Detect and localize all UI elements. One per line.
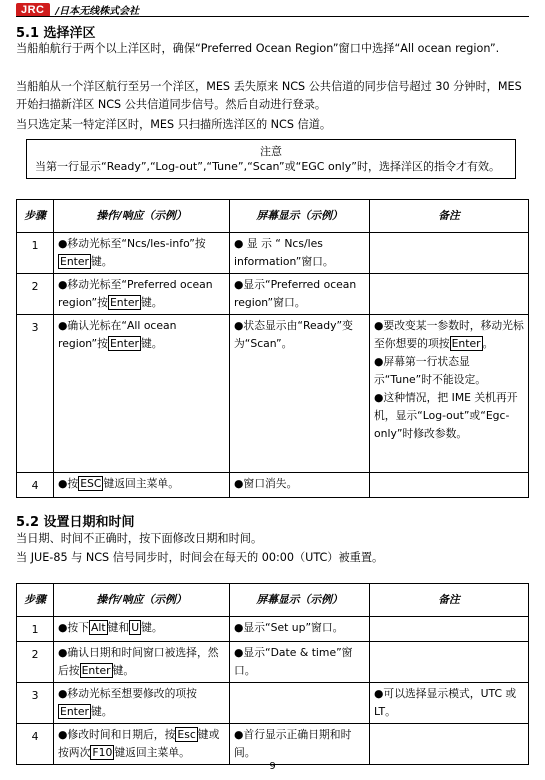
step-number: 1 xyxy=(17,233,54,274)
steps-table-5-2 xyxy=(16,583,529,765)
remark-cell xyxy=(370,642,529,683)
display-cell: ●显示“Preferred ocean region”窗口。 xyxy=(230,274,370,315)
operation-cell: ●确认光标在“All ocean region”按 Enter 键。 xyxy=(54,315,230,473)
table-row xyxy=(17,315,529,473)
col-header-display: 屏幕显示（示例） xyxy=(230,584,370,617)
note-title: 注意 xyxy=(260,145,282,158)
step-number: 4 xyxy=(17,724,54,765)
enter-key: Enter xyxy=(451,337,481,350)
company-name: /日本无线株式会社 xyxy=(55,6,140,17)
table-row xyxy=(17,642,529,683)
col-header-operation: 操作/响应（示例） xyxy=(54,584,230,617)
enter-key: Enter xyxy=(60,705,89,718)
operation-cell: ●按下 Alt 键和 U 键。 xyxy=(54,617,230,642)
paragraph-2: 当船舶从一个洋区航行至另一个洋区，MES 丢失原来 NCS 公共信道的同步信号超过 30 分钟时，MES 开始扫描新洋区 NCS 公共信道同步信号。然后自动进行登录。 xyxy=(16,80,522,111)
table-row xyxy=(17,683,529,724)
note-text: 当第一行显示“Ready”,“Log-out”,“Tune”,“Scan”或“EGC only”时，选择洋区的指令才有效。 xyxy=(35,160,500,173)
operation-cell: ●修改时间和日期后，按 Esc 键或按两次 F10 键返回主菜单。 xyxy=(54,724,230,765)
display-cell: ●窗口消失。 xyxy=(230,473,370,498)
operation-cell: ●按 ESC 键返回主菜单。 xyxy=(54,473,230,498)
remark-cell xyxy=(370,617,529,642)
step-number: 2 xyxy=(17,642,54,683)
remark-cell: ●要改变某一参数时，移动光标至你想要的项按 Enter 。 ●屏幕第一行状态显示“Tune”时不能设定。 ●这种情况，把 IME 关机再开机，显示“Log-out”或“Egc-only”时修改参数。 xyxy=(370,315,529,473)
step-number: 2 xyxy=(17,274,54,315)
enter-key: Enter xyxy=(81,664,111,677)
steps-table-5-1 xyxy=(16,199,529,498)
page-number: 9 xyxy=(269,761,276,772)
display-cell: ●显示“Set up”窗口。 xyxy=(230,617,370,642)
note-box xyxy=(26,139,516,179)
enter-key: Enter xyxy=(109,296,139,309)
operation-cell: ●移动光标至“Ncs/les-info”按Enter 键。 xyxy=(54,233,230,274)
operation-cell: ●确认日期和时间窗口被选择，然后按 Enter 键。 xyxy=(54,642,230,683)
table-row xyxy=(17,473,529,498)
display-cell xyxy=(230,683,370,724)
table-header-row xyxy=(17,200,529,233)
col-header-step: 步骤 xyxy=(17,200,54,233)
step-number: 4 xyxy=(17,473,54,498)
step-number: 1 xyxy=(17,617,54,642)
remark-cell xyxy=(370,274,529,315)
display-cell: ●首行显示正确日期和时间。 xyxy=(230,724,370,765)
display-cell: ● 显 示 “ Ncs/les information”窗口。 xyxy=(230,233,370,274)
table-row xyxy=(17,233,529,274)
paragraph-3: 当只选定某一特定洋区时，MES 只扫描所选洋区的 NCS 信道。 xyxy=(16,118,332,131)
f10-key: F10 xyxy=(92,746,113,759)
table-row xyxy=(17,274,529,315)
section-title-5-2: 5.2 设置日期和时间 xyxy=(16,515,135,530)
u-key: U xyxy=(131,621,140,634)
paragraph-5: 当 JUE-85 与 NCS 信号同步时，时间会在每天的 00:00（UTC）被重置。 xyxy=(16,551,384,564)
col-header-remark: 备注 xyxy=(370,584,529,617)
operation-cell: ●移动光标至想要修改的项按Enter 键。 xyxy=(54,683,230,724)
col-header-step: 步骤 xyxy=(17,584,54,617)
display-cell: ●显示“Date & time”窗口。 xyxy=(230,642,370,683)
header-rule xyxy=(16,16,529,17)
table-header-row xyxy=(17,584,529,617)
step-number: 3 xyxy=(17,683,54,724)
page-header xyxy=(16,2,139,17)
display-cell: ●状态显示由“Ready”变为“Scan”。 xyxy=(230,315,370,473)
col-header-operation: 操作/响应（示例） xyxy=(54,200,230,233)
table-row xyxy=(17,617,529,642)
esc-key: Esc xyxy=(177,728,196,741)
jrc-logo: JRC xyxy=(16,3,50,17)
col-header-display: 屏幕显示（示例） xyxy=(230,200,370,233)
enter-key: Enter xyxy=(109,337,139,350)
remark-cell xyxy=(370,473,529,498)
section-title-5-1: 5.1 选择洋区 xyxy=(16,26,96,41)
alt-key: Alt xyxy=(91,621,106,634)
col-header-remark: 备注 xyxy=(370,200,529,233)
step-number: 3 xyxy=(17,315,54,473)
esc-key: ESC xyxy=(80,477,102,490)
table-row xyxy=(17,724,529,765)
operation-cell: ●移动光标至“Preferred ocean region”按 Enter 键。 xyxy=(54,274,230,315)
remark-cell xyxy=(370,233,529,274)
remark-cell: ●可以选择显示模式，UTC 或 LT。 xyxy=(370,683,529,724)
enter-key: Enter xyxy=(60,255,89,268)
remark-cell xyxy=(370,724,529,765)
paragraph-1: 当船舶航行于两个以上洋区时，确保“Preferred Ocean Region”窗口中选择“All ocean region”. xyxy=(16,42,500,55)
paragraph-4: 当日期、时间不正确时，按下面修改日期和时间。 xyxy=(16,532,263,545)
